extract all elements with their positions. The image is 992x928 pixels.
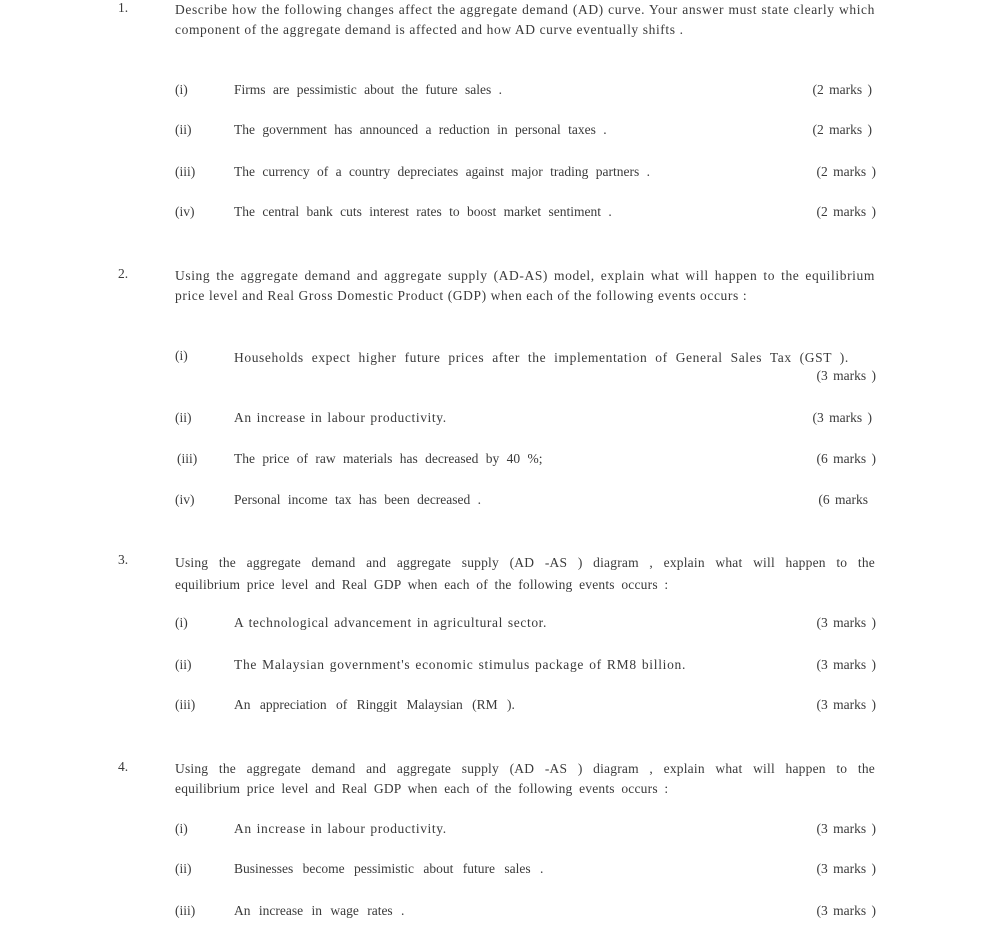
item-text: An increase in wage rates . [234, 903, 405, 918]
item-number: (i) [175, 821, 188, 836]
item-marks: (3 marks ) [816, 697, 876, 712]
item-number: (iii) [175, 164, 196, 179]
item-number: (iv) [175, 204, 195, 219]
question-number: 2. [118, 266, 129, 281]
item-marks: (2 marks ) [812, 82, 872, 97]
item-marks: (3 marks ) [816, 903, 876, 918]
question-text: Using the aggregate demand and aggregate supply (AD -AS ) diagram , explain what will happen to the equilibrium price level and Real GDP when each of the following events occurs : [175, 761, 875, 796]
question-item [0, 164, 992, 184]
question-item [0, 657, 992, 677]
question-item [0, 903, 992, 923]
item-number: (i) [175, 82, 188, 97]
item-marks: (6 marks [818, 492, 868, 507]
item-text: Households expect higher future prices after the implementation of General Sales Tax (GST ). [234, 350, 849, 365]
question-text: Describe how the following changes affect the aggregate demand (AD) curve. Your answer must state clearly which component of the aggregate demand is affected and how AD curve eventually shifts . [175, 2, 875, 37]
item-text: The central bank cuts interest rates to boost market sentiment . [234, 204, 612, 219]
item-marks: (3 marks ) [816, 657, 876, 672]
item-marks: (6 marks ) [816, 451, 876, 466]
item-number: (iii) [175, 903, 196, 918]
question-item [0, 410, 992, 430]
question-text: Using the aggregate demand and aggregate supply (AD-AS) model, explain what will happen to the equilibrium price level and Real Gross Domestic Product (GDP) when each of the following events occurs : [175, 268, 875, 303]
question-item [0, 821, 992, 841]
item-marks: (2 marks ) [816, 164, 876, 179]
question-number: 4. [118, 759, 129, 774]
item-text: A technological advancement in agricultural sector. [234, 615, 547, 630]
item-text: An increase in labour productivity. [234, 821, 447, 836]
item-marks: (2 marks ) [812, 122, 872, 137]
item-text: The price of raw materials has decreased by 40 %; [234, 451, 543, 466]
item-marks: (3 marks ) [816, 821, 876, 836]
item-number: (ii) [175, 861, 192, 876]
item-number: (iv) [175, 492, 195, 507]
question-text: Using the aggregate demand and aggregate supply (AD -AS ) diagram , explain what will happen to the equilibrium price level and Real GDP when each of the following events occurs : [175, 555, 875, 592]
item-number: (iii) [175, 697, 196, 712]
item-number: (ii) [175, 410, 192, 425]
question-item [0, 204, 992, 224]
item-marks: (3 marks ) [816, 368, 876, 383]
item-text: Personal income tax has been decreased . [234, 492, 482, 507]
question-item [0, 861, 992, 881]
item-number: (i) [175, 615, 188, 630]
item-number: (iii) [177, 451, 198, 466]
item-text: Businesses become pessimistic about future sales . [234, 861, 544, 876]
item-text: An appreciation of Ringgit Malaysian (RM ). [234, 697, 515, 712]
question-number: 3. [118, 552, 129, 567]
item-marks: (3 marks ) [816, 861, 876, 876]
item-text: The currency of a country depreciates against major trading partners . [234, 164, 650, 179]
item-marks: (3 marks ) [812, 410, 872, 425]
question-item [0, 348, 992, 388]
item-number: (i) [175, 348, 188, 363]
item-marks: (3 marks ) [816, 615, 876, 630]
item-text: The government has announced a reduction in personal taxes . [234, 122, 607, 137]
question-item [0, 122, 992, 142]
item-number: (ii) [175, 657, 192, 672]
item-text: An increase in labour productivity. [234, 410, 447, 425]
item-text: The Malaysian government's economic stimulus package of RM8 billion. [234, 657, 687, 672]
question-item [0, 82, 992, 102]
question-item [0, 697, 992, 717]
question-item [0, 615, 992, 635]
item-text: Firms are pessimistic about the future sales . [234, 82, 502, 97]
item-marks: (2 marks ) [816, 204, 876, 219]
question-item [0, 451, 992, 471]
question-item [0, 492, 992, 512]
item-number: (ii) [175, 122, 192, 137]
question-number: 1. [118, 0, 129, 15]
